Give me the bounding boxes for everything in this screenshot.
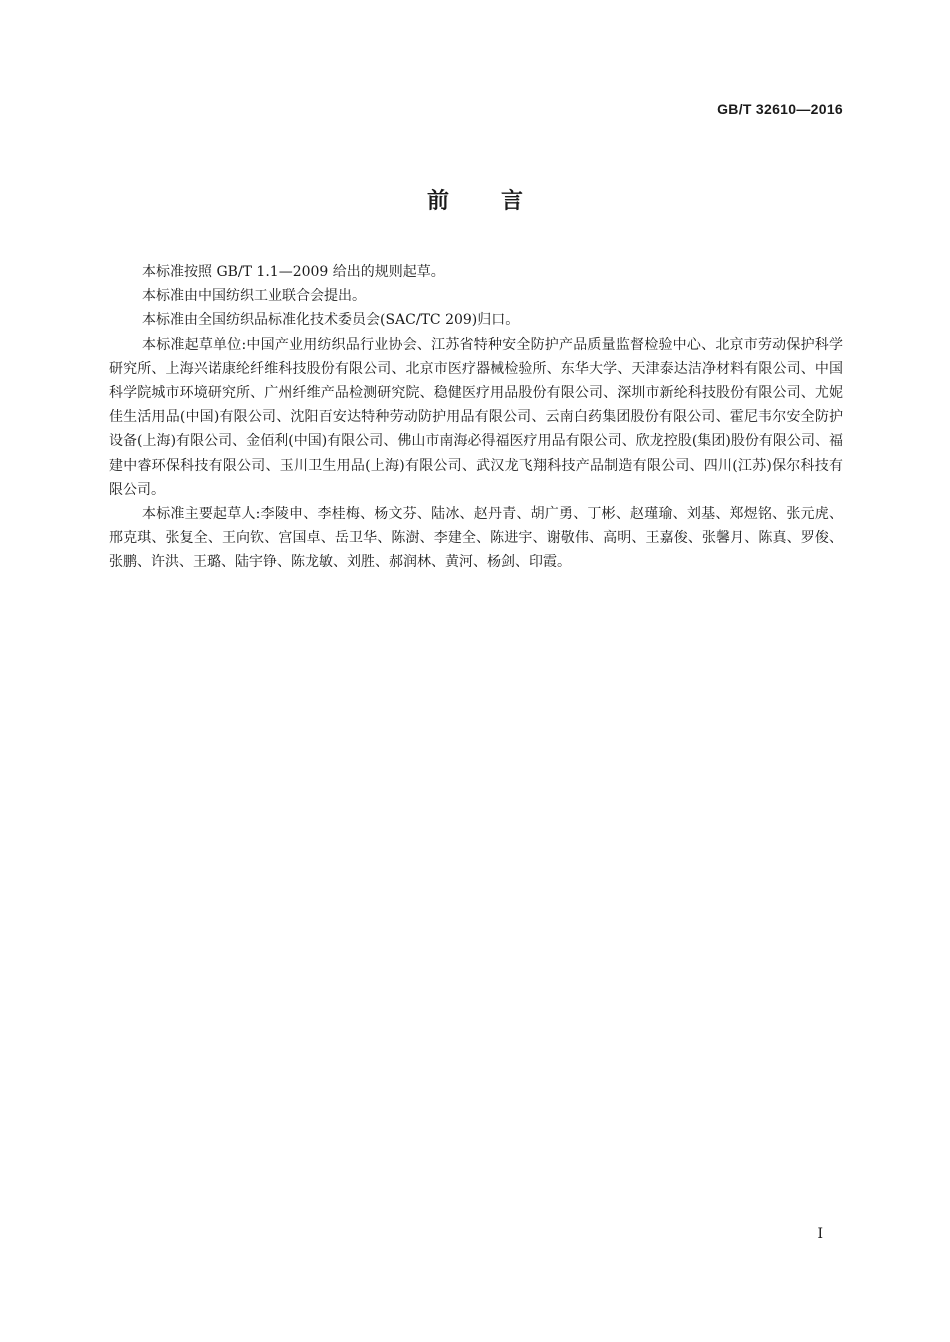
foreword-body <box>109 260 843 575</box>
paragraph-drafting-rules: 本标准按照 GB/T 1.1—2009 给出的规则起草。 <box>142 264 445 280</box>
standard-code: GB/T 32610—2016 <box>717 101 843 117</box>
paragraph-drafting-organizations: 本标准起草单位:中国产业用纺织品行业协会、江苏省特种安全防护产品质量监督检验中心、北京市劳动保护科学研究所、上海兴诺康纶纤维科技股份有限公司、北京市医疗器械检验所、东华大学、天津泰达洁净材料有限公司、中国科学院城市环境研究所、广州纤维产品检测研究院、稳健医疗用品股份有限公司、深圳市新纶科技股份有限公司、尤妮佳生活用品(中国)有限公司、沈阳百安达特种劳动防护用品有限公司、云南白药集团股份有限公司、霍尼韦尔安全防护设备(上海)有限公司、金佰利(中国)有限公司、佛山市南海必得福医疗用品有限公司、欣龙控股(集团)股份有限公司、福建中睿环保科技有限公司、玉川卫生用品(上海)有限公司、武汉龙飞翔科技产品制造有限公司、四川(江苏)保尔科技有限公司。 <box>109 336 843 498</box>
page-number: I <box>817 1226 823 1242</box>
page-title: 前言 <box>426 189 575 214</box>
paragraph-responsible-committee: 本标准由全国纺织品标准化技术委员会(SAC/TC 209)归口。 <box>142 312 520 329</box>
paragraph-main-drafters: 本标准主要起草人:李陵申、李桂梅、杨文芬、陆冰、赵丹青、胡广勇、丁彬、赵瑾瑜、刘基、郑煜铭、张元虎、邢克琪、张复全、王向钦、宫国卓、岳卫华、陈澍、李建全、陈进宇、谢敬伟、高明、王嘉俊、张馨月、陈真、罗俊、张鹏、许洪、王璐、陆宇铮、陈龙敏、刘胜、郝润林、黄河、杨剑、印霞。 <box>109 506 843 571</box>
paragraph-proposer: 本标准由中国纺织工业联合会提出。 <box>142 288 366 305</box>
